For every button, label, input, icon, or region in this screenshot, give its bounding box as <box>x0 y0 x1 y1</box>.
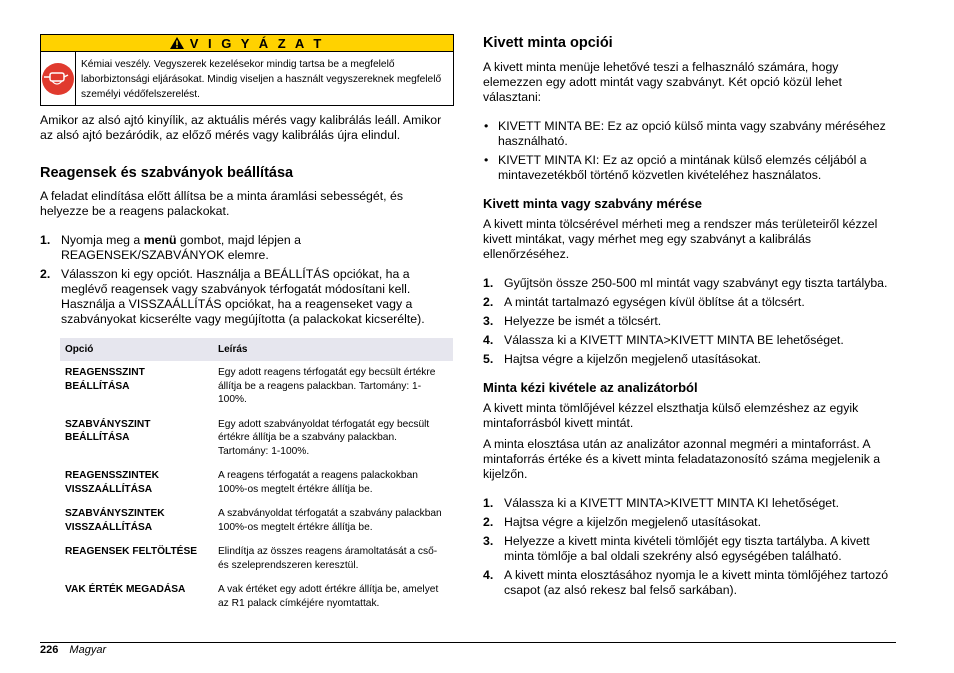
safety-goggles-icon <box>41 62 75 96</box>
manual-paragraph-1: A kivett minta tömlőjével kézzel elszthatja külső elemzéshez az egyik mintaforrásból kivett mintát. <box>483 401 859 430</box>
door-intro-paragraph: Amikor az alsó ajtó kinyílik, az aktuális mérés vagy kalibrálás leáll. Amikor az alsó ajtó bezáródik, az előző mérés vagy kalibrálás újra elindul. <box>40 113 442 142</box>
table-row: SZABVÁNYSZINTEK VISSZAÁLLÍTÁSA A szabványoldat térfogatát a szabvány palackban 100%-os megtelt értékre állítja be. <box>65 508 442 533</box>
warning-triangle-icon <box>170 37 184 49</box>
list-item: 1. Gyűjtsön össze 250-500 ml mintát vagy szabványt egy tiszta tartályba. <box>483 276 888 290</box>
page-footer <box>40 643 106 657</box>
table-header-row <box>60 338 453 361</box>
table-row: SZABVÁNYSZINT BEÁLLÍTÁSA Egy adott szabványoldat térfogatát egy becsült értékre állítja be a szabvány palackban. Tartomány: 1-100%. <box>65 418 430 457</box>
subsection-title-measure: Kivett minta vagy szabvány mérése <box>483 196 702 211</box>
table-row: REAGENSSZINT BEÁLLÍTÁSA Egy adott reagens térfogatát egy becsült értékre állítja be a reagens palackban. Tartomány: 1-100%. <box>65 367 436 405</box>
options-table <box>60 338 453 616</box>
list-item: 3. Helyezze be ismét a tölcsért. <box>483 314 662 328</box>
right-column <box>483 34 898 598</box>
measure-steps <box>483 276 898 367</box>
subsection-title-manual: Minta kézi kivétele az analizátorból <box>483 380 698 395</box>
page-number: 226 <box>40 644 59 656</box>
table-row: REAGENSSZINTEK VISSZAÁLLÍTÁSA A reagens térfogatát a reagens palackokban 100%-os megtelt értékre állítja be. <box>65 470 418 495</box>
grab-sample-intro: A kivett minta menüje lehetővé teszi a felhasználó számára, hogy elemezzen egy adott mintát vagy szabványt. Két opció közül lehet választani: <box>483 60 842 104</box>
grab-sample-options-list <box>483 119 898 183</box>
section-title-grab-sample: Kivett minta opciói <box>483 35 613 51</box>
reagents-steps <box>40 233 454 327</box>
list-item: • KIVETT MINTA BE: Ez az opció külső minta vagy szabvány méréséhez használható. <box>484 119 886 148</box>
list-item: 4. Válassza ki a KIVETT MINTA>KIVETT MINTA BE lehetőséget. <box>483 333 844 347</box>
left-column <box>40 34 454 616</box>
list-item: 2. Válasszon ki egy opciót. Használja a BEÁLLÍTÁS opciókat, ha a meglévő reagensek vagy szabványok térfogatát módosítani kell. Használja a VISSZAÁLLÍTÁS opciókat, ha a reagenseket vagy a szabványokat kicserélte vagy megújította (a palackokat kicserélte). <box>40 267 425 326</box>
measure-intro: A kivett minta tölcsérével mérheti meg a rendszer más területeiről kézzel kivett mintákat, vagy mérhet meg egy szabványt a kalibrálás ellenőrzéséhez. <box>483 217 878 261</box>
manual-paragraph-2: A minta elosztása után az analizátor azonnal megméri a mintaforrást. A mintaforrás értéke és a kivett minta feladatazonosító száma megjelenik a kijelzőn. <box>483 437 881 481</box>
caution-box <box>40 34 454 106</box>
footer-divider <box>40 642 896 643</box>
list-item: • KIVETT MINTA KI: Ez az opció a mintának külső elemzés céljából a mintavezetékből történő közvetlen kivételéhez használatos. <box>484 153 867 182</box>
list-item: 3. Helyezze a kivett minta kivételi tömlőjét egy tiszta tartályba. A kivett minta tömlője a bal oldali szekrény alsó egységében található. <box>483 534 870 563</box>
caution-title: V I G Y Á Z A T <box>189 35 325 51</box>
list-item: 1. Nyomja meg a menü gombot, majd lépjen a REAGENSEK/SZABVÁNYOK elemre. <box>40 233 301 262</box>
section-title-reagents: Reagensek és szabványok beállítása <box>40 165 294 181</box>
list-item: 1. Válassza ki a KIVETT MINTA>KIVETT MINTA KI lehetőséget. <box>483 496 839 510</box>
footer-language: Magyar <box>69 644 107 656</box>
table-row: REAGENSEK FELTÖLTÉSE Elindítja az összes reagens áramoltatását a cső- és szeleprendszeren keresztül. <box>65 546 438 571</box>
caution-text: Kémiai veszély. Vegyszerek kezelésekor mindig tartsa be a megfelelő laborbiztonsági eljárásokat. Mindig viseljen a használt vegyszereknek megfelelő személyi védőfelszerelést. <box>81 59 442 100</box>
list-item: 2. Hajtsa végre a kijelzőn megjelenő utasításokat. <box>483 515 762 529</box>
list-item: 5. Hajtsa végre a kijelzőn megjelenő utasításokat. <box>483 352 762 366</box>
table-header-description: Leírás <box>213 338 453 361</box>
reagents-intro-paragraph: A feladat elindítása előtt állítsa be a minta áramlási sebességét, és helyezze be a reagens palackokat. <box>40 189 403 218</box>
caution-header <box>41 35 453 52</box>
table-header-option: Opció <box>60 338 213 361</box>
table-row: VAK ÉRTÉK MEGADÁSA A vak értéket egy adott értékre állítja be, amelyet az R1 palack címkéjére nyomtattak. <box>65 584 439 609</box>
manual-steps <box>483 496 898 598</box>
list-item: 2. A mintát tartalmazó egységen kívül öblítse át a tölcsért. <box>483 295 805 309</box>
list-item: 4. A kivett minta elosztásához nyomja le a kivett minta tömlőjéhez tartozó csapot (az alsó rekesz bal felső sarkában). <box>483 568 889 597</box>
